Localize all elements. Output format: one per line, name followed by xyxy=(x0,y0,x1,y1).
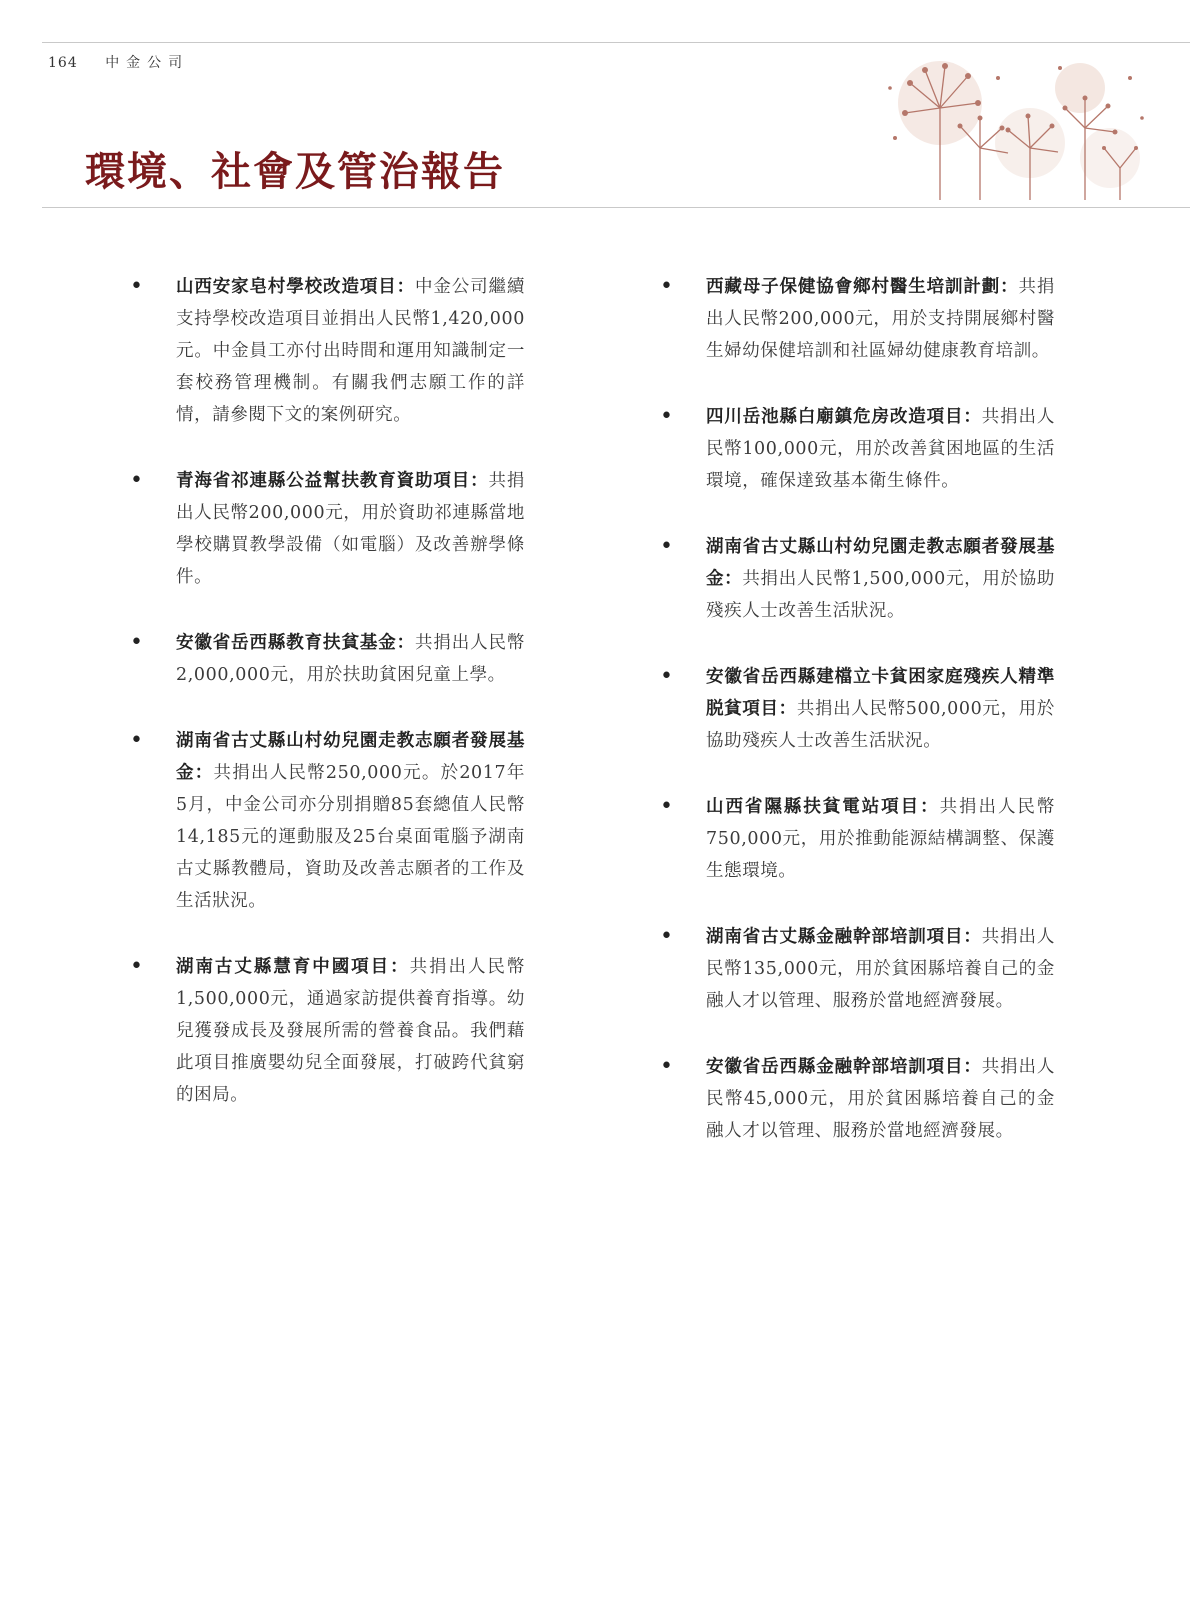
bullet-dot-icon: • xyxy=(130,954,143,979)
list-item xyxy=(660,531,1055,627)
item-text: 共捐出人民幣250,000元。於2017年5月，中金公司亦分別捐贈85套總值人民幣14,185元的運動服及25台桌面電腦予湖南古丈縣教體局，資助及改善志願者的工作及生活狀況。 xyxy=(176,763,525,911)
bullet-dot-icon: • xyxy=(660,924,673,949)
bullet-dot-icon: • xyxy=(660,1054,673,1079)
list-item xyxy=(660,401,1055,497)
item-label: 安徽省岳西縣金融幹部培訓項目： xyxy=(706,1057,982,1077)
item-text: 共捐出人民幣135,000元，用於貧困縣培養自己的金融人才以管理、服務於當地經濟發展。 xyxy=(706,927,1055,1011)
item-text: 共捐出人民幣750,000元，用於推動能源結構調整、保護生態環境。 xyxy=(706,797,1055,881)
item-label: 湖南古丈縣慧育中國項目： xyxy=(176,957,410,977)
title-rule xyxy=(42,207,1190,208)
list-item xyxy=(130,465,525,593)
list-item xyxy=(660,921,1055,1017)
list-item xyxy=(660,661,1055,757)
list-item xyxy=(660,791,1055,887)
bullet-dot-icon: • xyxy=(130,274,143,299)
item-label: 湖南省古丈縣山村幼兒園走教志願者發展基金： xyxy=(706,537,1055,589)
list-item xyxy=(130,951,525,1111)
dandelion-illustration-icon xyxy=(880,48,1150,208)
bullet-dot-icon: • xyxy=(660,794,673,819)
item-text: 共捐出人民幣1,500,000元，通過家訪提供養育指導。幼兒獲發成長及發展所需的營養食品。我們藉此項目推廣嬰幼兒全面發展，打破跨代貧窮的困局。 xyxy=(176,957,525,1105)
page-title: 環境、社會及管治報告 xyxy=(85,148,505,195)
page-number: 164 xyxy=(48,55,78,71)
item-text: 共捐出人民幣500,000元，用於協助殘疾人士改善生活狀況。 xyxy=(706,699,1055,751)
item-text: 共捐出人民幣2,000,000元，用於扶助貧困兒童上學。 xyxy=(176,633,525,685)
list-item xyxy=(660,1051,1055,1147)
bullet-dot-icon: • xyxy=(660,534,673,559)
list-item xyxy=(660,271,1055,367)
running-header xyxy=(48,52,189,72)
header-top-rule xyxy=(42,42,1190,43)
item-label: 西藏母子保健協會鄉村醫生培訓計劃： xyxy=(706,277,1019,297)
item-text: 共捐出人民幣45,000元，用於貧困縣培養自己的金融人才以管理、服務於當地經濟發展。 xyxy=(706,1057,1055,1141)
company-name: 中金公司 xyxy=(105,55,190,71)
item-label: 安徽省岳西縣教育扶貧基金： xyxy=(176,633,415,653)
item-text: 共捐出人民幣1,500,000元，用於協助殘疾人士改善生活狀況。 xyxy=(706,569,1056,621)
list-item xyxy=(130,271,525,431)
bullet-dot-icon: • xyxy=(660,664,673,689)
item-label: 湖南省古丈縣山村幼兒園走教志願者發展基金： xyxy=(176,731,525,783)
item-label: 四川岳池縣白廟鎮危房改造項目： xyxy=(706,407,982,427)
item-text: 共捐出人民幣200,000元，用於資助祁連縣當地學校購買教學設備（如電腦）及改善辦學條件。 xyxy=(176,471,525,587)
item-text: 共捐出人民幣200,000元，用於支持開展鄉村醫生婦幼保健培訓和社區婦幼健康教育培訓。 xyxy=(706,277,1055,361)
bullet-dot-icon: • xyxy=(130,630,143,655)
item-text: 共捐出人民幣100,000元，用於改善貧困地區的生活環境，確保達致基本衛生條件。 xyxy=(706,407,1055,491)
item-label: 湖南省古丈縣金融幹部培訓項目： xyxy=(706,927,982,947)
list-item xyxy=(130,627,525,691)
bullet-dot-icon: • xyxy=(660,274,673,299)
bullet-dot-icon: • xyxy=(660,404,673,429)
item-label: 青海省祁連縣公益幫扶教育資助項目： xyxy=(176,471,489,491)
item-label: 安徽省岳西縣建檔立卡貧困家庭殘疾人精準脱貧項目： xyxy=(706,667,1055,719)
bullet-dot-icon: • xyxy=(130,728,143,753)
item-text: 中金公司繼續支持學校改造項目並捐出人民幣1,420,000元。中金員工亦付出時間和運用知識制定一套校務管理機制。有關我們志願工作的詳情，請參閱下文的案例研究。 xyxy=(176,277,525,425)
bullet-dot-icon: • xyxy=(130,468,143,493)
item-label: 山西省隰縣扶貧電站項目： xyxy=(706,797,940,817)
left-column xyxy=(130,271,525,1145)
list-item xyxy=(130,725,525,917)
right-column xyxy=(660,271,1055,1181)
item-label: 山西安家皂村學校改造項目： xyxy=(176,277,415,297)
